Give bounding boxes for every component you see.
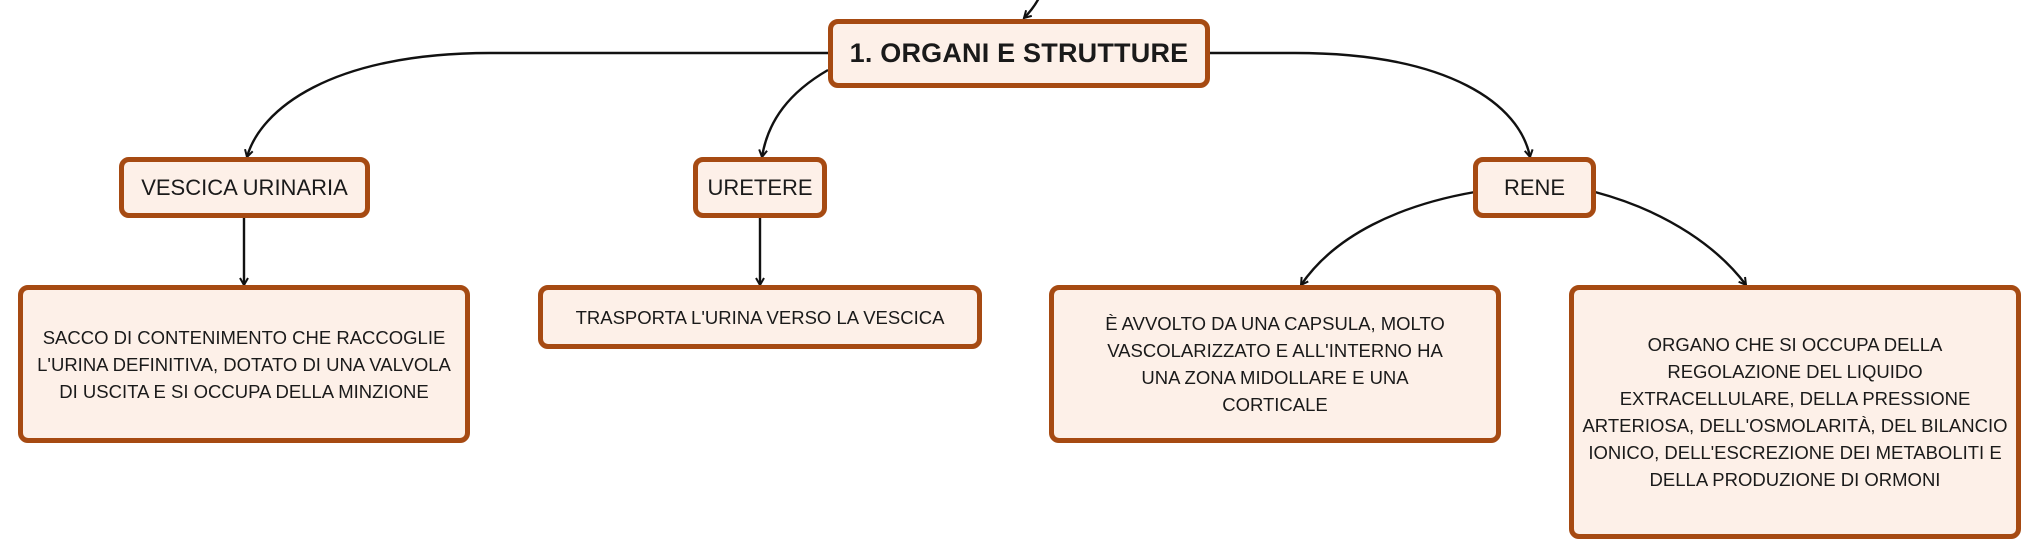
detail-text: TRASPORTA L'URINA VERSO LA VESCICA — [575, 306, 945, 328]
node-label: VESCICA URINARIA — [141, 174, 348, 200]
edge-root-vescica — [247, 53, 828, 157]
node-vescica-urinaria[interactable] — [119, 157, 370, 218]
root-node[interactable] — [828, 19, 1210, 88]
node-uretere[interactable] — [693, 157, 827, 218]
node-rene[interactable] — [1473, 157, 1596, 218]
detail-text: È AVVOLTO DA UNA CAPSULA, MOLTO VASCOLARIZZATO E ALL'INTERNO HA UNA ZONA MIDOLLARE E UNA CORTICALE — [1105, 313, 1445, 415]
edge-rene-detail-2 — [1595, 192, 1746, 285]
detail-text: SACCO DI CONTENIMENTO CHE RACCOGLIE L'URINA DEFINITIVA, DOTATO DI UNA VALVOLA DI USCITA E SI OCCUPA DELLA MINZIONE — [37, 326, 451, 402]
detail-text: ORGANO CHE SI OCCUPA DELLA REGOLAZIONE DEL LIQUIDO EXTRACELLULARE, DELLA PRESSIONE ARTERIOSA, DELL'OSMOLARITÀ, DEL BILANCIO IONICO, DELL'ESCREZIONE DEI METABOLITI E DELLA PRODUZIONE DI ORMONI — [1582, 334, 2008, 490]
root-label: 1. ORGANI E STRUTTURE — [849, 38, 1189, 68]
detail-rene-funzioni[interactable] — [1569, 285, 2021, 539]
node-label: URETERE — [707, 174, 813, 200]
edge-root-uretere — [762, 70, 828, 157]
edge-incoming-root — [1024, 0, 1040, 18]
detail-uretere[interactable] — [538, 285, 982, 349]
node-label: RENE — [1503, 174, 1566, 200]
edge-root-rene — [1210, 53, 1530, 157]
detail-vescica[interactable] — [18, 285, 470, 443]
edge-rene-detail-1 — [1301, 192, 1475, 285]
detail-rene-struttura[interactable] — [1049, 285, 1501, 443]
